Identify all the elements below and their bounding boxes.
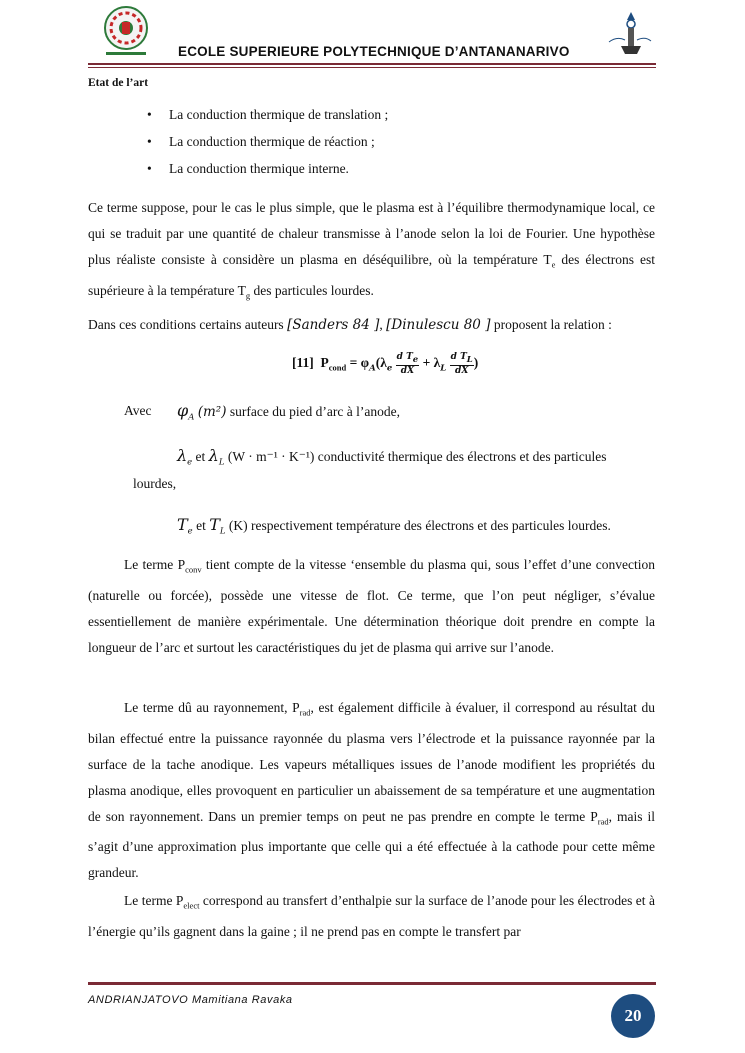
fraction-dTe-dX: $\frac{d T_e}{dX}$ <box>396 352 419 376</box>
citation-dinulescu: [Dinulescu 80 ] <box>386 317 491 333</box>
definition-lambda: $\lambda_e$ et $\lambda_L$ (W · m⁻¹ · K⁻¹) conductivité thermique des électrons et des particules <box>177 446 607 468</box>
bullet-text: La conduction thermique de translation ; <box>169 107 389 122</box>
header-rule-thin <box>88 67 656 68</box>
definition-phi: Avec <box>124 403 152 418</box>
department-logo <box>603 8 653 60</box>
bullet-item <box>147 107 389 123</box>
equation-11: [11] $P_{cond} = \varphi_A(\lambda_e$ $\frac{d T_e}{dX}$ + $\lambda_L$ $\frac{d T_L}{dX}$ ) <box>292 352 479 376</box>
bullet-dot-icon: • <box>147 161 152 176</box>
bullet-item <box>147 134 375 150</box>
definition-lambda-cont: lourdes, <box>133 476 177 491</box>
page-number-badge: 20 <box>611 994 655 1038</box>
citation-sanders: [Sanders 84 ] <box>287 317 380 333</box>
bullet-text: La conduction thermique interne. <box>169 161 349 176</box>
footer-author: ANDRIANJATOVO Mamitiana Ravaka <box>88 994 293 1006</box>
paragraph-convection: Le terme $P_{conv}$ tient compte de la vitesse ‘ensemble du plasma qui, sous l’effet d’une convection (naturelle ou forcée), possède une vitesse de flot. Ce terme, que l’on peut négliger, s’évalue essentiellement de manière expérimentale. Une détermination théorique doit prendre en compte la longueur de l’arc et surtout les caractéristiques du jet de plasma qui arrive sur l’anode. <box>88 557 655 655</box>
bullet-text: La conduction thermique de réaction ; <box>169 134 375 149</box>
bullet-item <box>147 161 349 177</box>
section-label: Etat de l’art <box>88 77 149 89</box>
header-institution: ECOLE SUPERIEURE POLYTECHNIQUE D’ANTANANARIVO <box>178 44 570 59</box>
paragraph-radiation: Le terme dû au rayonnement, $P_{rad}$, est également difficile à évaluer, il correspond au résultat du bilan effectué entre la puissance rayonnée du plasma vers l’électrode et la puissance rayonnée par la surface de la tache anodique. Les vapeurs métalliques issues de l’anode modifient les propriétés du plasma anodique, elles provoquent en particulier un abaissement de sa température et une augmentation de son rayonnement. Dans un premier temps on peut ne pas prendre en compte le terme $P_{rad}$, mais il s’agit d’une approximation plus importante que celle qui a été effectuée à la cathode pour cette même grandeur. <box>88 700 656 881</box>
footer-rule <box>88 982 656 985</box>
paragraph-equilibrium: Ce terme suppose, pour le cas le plus simple, que le plasma est à l’équilibre thermodynamique local, ce qui se traduit par une quantité de chaleur transmisse à l’anode selon la loi de Fourier. Une hypothèse plus réaliste consiste à considère un plasma en déséquilibre, où la température $T_e$ des électrons est supérieure à la température $T_g$ des particules lourdes. <box>88 200 656 301</box>
bullet-dot-icon: • <box>147 134 152 149</box>
paragraph-authors: Dans ces conditions certains auteurs [Sanders 84 ], [Dinulescu 80 ] proposent la relation : <box>88 317 612 333</box>
fraction-dTL-dX: $\frac{d T_L}{dX}$ <box>450 352 473 376</box>
definition-phi-body: $\varphi_A$ (m²) surface du pied d’arc à l’anode, <box>177 401 401 423</box>
bullet-dot-icon: • <box>147 107 152 122</box>
header-rule <box>88 63 656 65</box>
definition-temperature: $T_e$ et $T_L$ (K) respectivement température des électrons et des particules lourdes. <box>177 515 611 537</box>
paragraph-electrons: Le terme $P_{elect}$ correspond au transfert d’enthalpie sur la surface de l’anode pour les électrodes et à l’énergie qu’ils gagnent dans la gaine ; il ne prend pas en compte le transfert par <box>88 893 655 939</box>
institution-logo <box>98 4 154 60</box>
